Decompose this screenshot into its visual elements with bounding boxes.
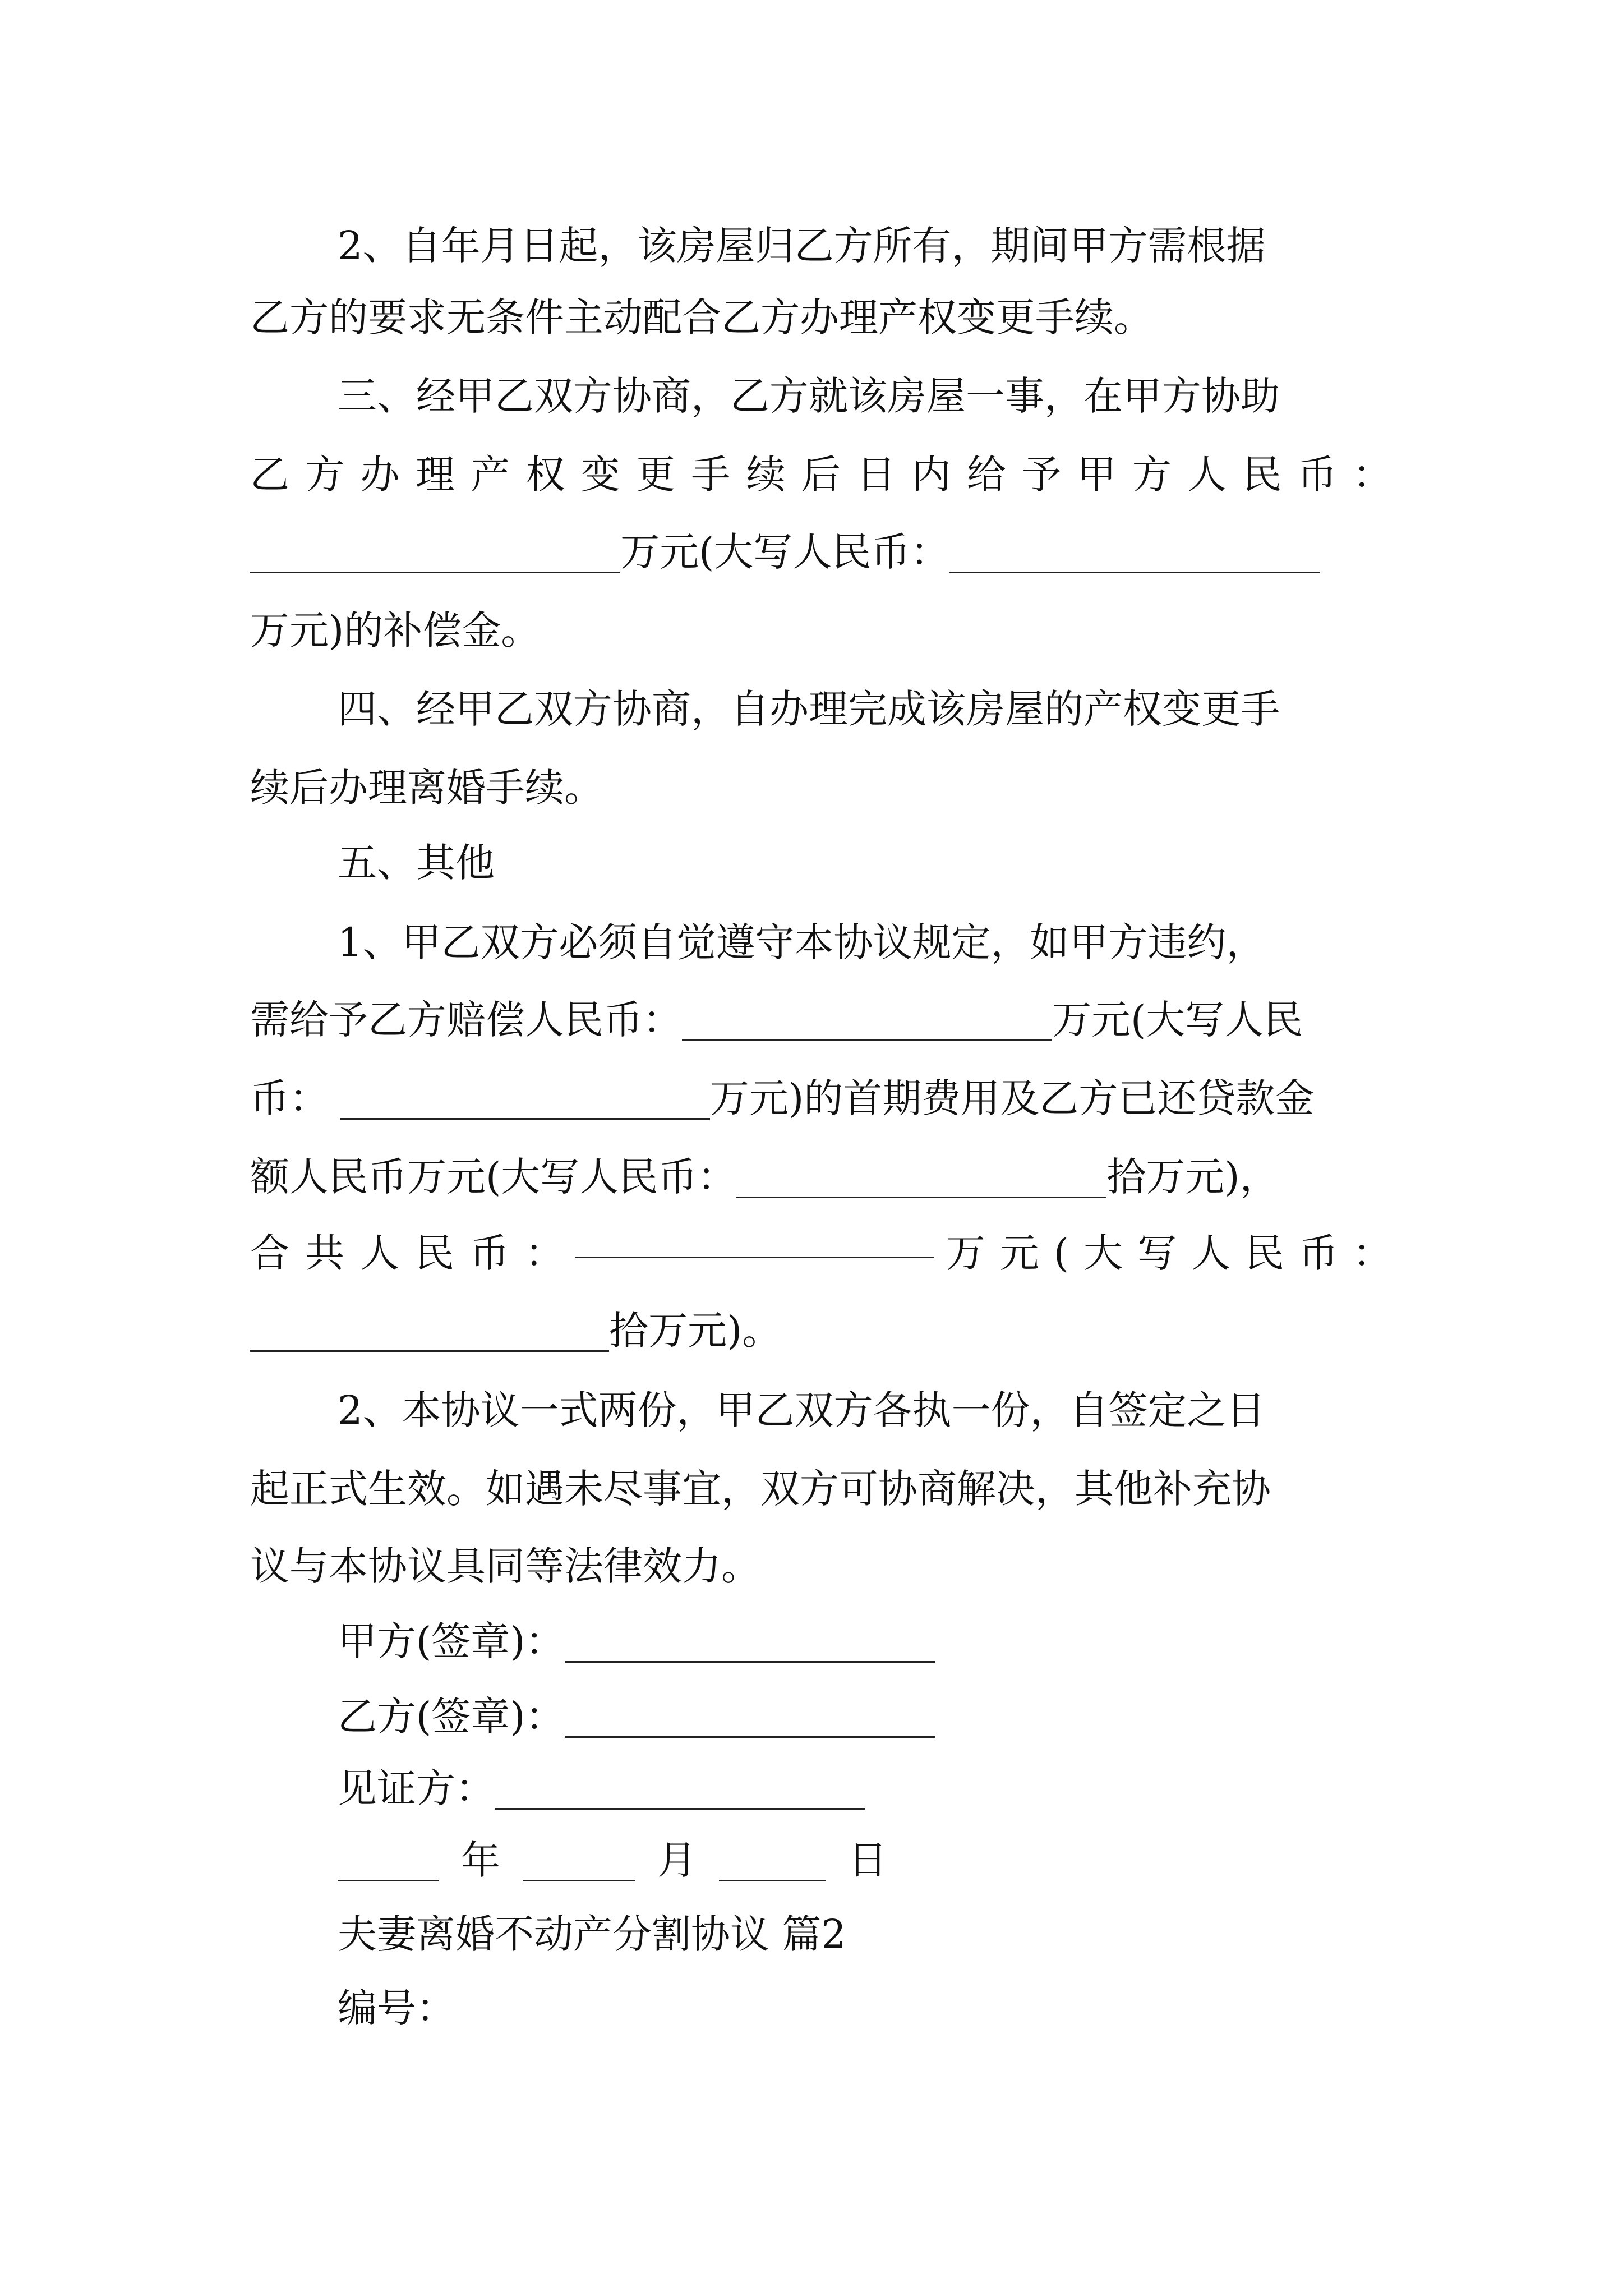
- text-segment: 万元(大写人民: [1052, 997, 1303, 1043]
- text-line: 2、本协议一式两份，甲乙双方各执一份，自签定之日: [338, 1387, 1266, 1433]
- character: 产: [471, 452, 510, 498]
- character: 人: [1191, 1230, 1230, 1276]
- paragraph-line: [250, 591, 1392, 670]
- character: 方: [1132, 452, 1172, 498]
- text-line: 议与本协议具同等法律效力。: [250, 1543, 760, 1589]
- signature-label: 甲方(签章)：: [338, 1618, 565, 1664]
- number-line: [338, 1969, 1392, 2047]
- character: 民: [1242, 452, 1282, 498]
- character: 乙: [250, 452, 289, 498]
- character: 币: [1299, 1230, 1338, 1276]
- paragraph-line: [338, 357, 1392, 435]
- character: 更: [636, 452, 676, 498]
- character: ：: [1352, 452, 1392, 498]
- text-segment: [946, 1214, 1392, 1292]
- spaced-line: [250, 1214, 1392, 1292]
- text-line: 万元)的补偿金。: [250, 608, 541, 654]
- character: 人: [1187, 452, 1227, 498]
- blank-line: [250, 1059, 1392, 1138]
- character: 变: [580, 452, 620, 498]
- text-segment: 额人民币万元(大写人民币：: [250, 1154, 737, 1200]
- text-line: 起正式生效。如遇未尽事宜，双方可协商解决，其他补充协: [250, 1466, 1271, 1512]
- paragraph-line: [250, 1450, 1392, 1528]
- amount-blank: [682, 1039, 1052, 1041]
- signature-blank: [565, 1736, 935, 1738]
- amount-blank: [250, 1350, 609, 1352]
- character: 日: [856, 452, 896, 498]
- day-label: 日: [848, 1837, 887, 1883]
- paragraph-line: [338, 903, 1392, 982]
- character: 元: [999, 1230, 1039, 1276]
- text-line: 乙方的要求无条件主动配合乙方办理产权变更手续。: [250, 295, 1153, 341]
- character: 甲: [1077, 452, 1117, 498]
- witness-line: [338, 1749, 1392, 1828]
- month-blank: [523, 1879, 635, 1881]
- character: 权: [525, 452, 565, 498]
- year-blank: [338, 1879, 439, 1881]
- witness-label: 见证方：: [338, 1765, 495, 1811]
- character: 民: [1245, 1230, 1284, 1276]
- blank-line: [250, 981, 1392, 1059]
- paragraph-line: [250, 748, 1392, 827]
- amount-blank: [575, 1256, 934, 1258]
- character: 万: [946, 1230, 985, 1276]
- number-label: 编号：: [338, 1985, 455, 2031]
- date-line: [338, 1821, 1392, 1899]
- text-segment: 币：: [250, 1075, 329, 1121]
- character: 续: [746, 452, 786, 498]
- signature-line-party-a: [338, 1602, 1392, 1681]
- witness-blank: [495, 1807, 865, 1810]
- text-line: 2、自年月日起，该房屋归乙方所有，期间甲方需根据: [338, 223, 1266, 269]
- blank-line: [250, 1138, 1392, 1216]
- character: 理: [415, 452, 455, 498]
- character: 大: [1083, 1230, 1123, 1276]
- signature-label: 乙方(签章)：: [338, 1694, 565, 1740]
- text-segment: 拾万元)，: [1106, 1154, 1279, 1200]
- amount-blank: [250, 571, 620, 573]
- character: 币: [1297, 452, 1337, 498]
- year-label: 年: [461, 1837, 500, 1883]
- blank-line: [250, 513, 1392, 591]
- character: 办: [360, 452, 400, 498]
- signature-blank: [565, 1660, 935, 1663]
- day-blank: [719, 1879, 826, 1881]
- character: 共: [305, 1230, 344, 1276]
- character: 民: [415, 1230, 454, 1276]
- text-line: 1、甲乙双方必须自觉遵守本协议规定，如甲方违约，: [338, 919, 1266, 965]
- character: 币: [470, 1230, 509, 1276]
- character: 手: [691, 452, 731, 498]
- text-segment: 万元(大写人民币：: [620, 529, 950, 575]
- amount-blank: [340, 1117, 710, 1120]
- character: 合: [250, 1230, 289, 1276]
- text-line: 四、经甲乙双方协商，自办理完成该房屋的产权变更手: [338, 686, 1280, 732]
- paragraph-line: [338, 1371, 1392, 1450]
- section-title: [338, 1895, 1392, 1973]
- month-label: 月: [657, 1837, 697, 1883]
- amount-blank: [736, 1196, 1106, 1198]
- section-heading: [338, 823, 1392, 902]
- text-segment: 万元)的首期费用及乙方已还贷款金: [710, 1075, 1315, 1121]
- paragraph-line: [338, 206, 1392, 285]
- character: 给: [966, 452, 1006, 498]
- signature-line-party-b: [338, 1677, 1392, 1756]
- character: 内: [911, 452, 951, 498]
- text-segment: [250, 1214, 564, 1292]
- character: 予: [1022, 452, 1062, 498]
- blank-line: [250, 1291, 1392, 1370]
- amount-blank: [949, 571, 1320, 573]
- paragraph-line: [338, 670, 1392, 748]
- text-segment: 需给予乙方赔偿人民币：: [250, 997, 682, 1043]
- spaced-line: [250, 435, 1392, 514]
- text-line: 三、经甲乙双方协商，乙方就该房屋一事，在甲方协助: [338, 373, 1280, 419]
- character: 人: [360, 1230, 399, 1276]
- character: ：: [1353, 1230, 1392, 1276]
- character: 写: [1137, 1230, 1177, 1276]
- text-line: 续后办理离婚手续。: [250, 765, 603, 811]
- character: 方: [305, 452, 345, 498]
- paragraph-line: [250, 278, 1392, 357]
- title-text: 夫妻离婚不动产分割协议 篇2: [338, 1911, 846, 1957]
- character: (: [1053, 1230, 1069, 1276]
- character: 后: [801, 452, 841, 498]
- text-line: 五、其他: [338, 840, 495, 886]
- paragraph-line: [250, 1527, 1392, 1605]
- text-segment: 拾万元)。: [609, 1308, 782, 1354]
- character: ：: [525, 1230, 564, 1276]
